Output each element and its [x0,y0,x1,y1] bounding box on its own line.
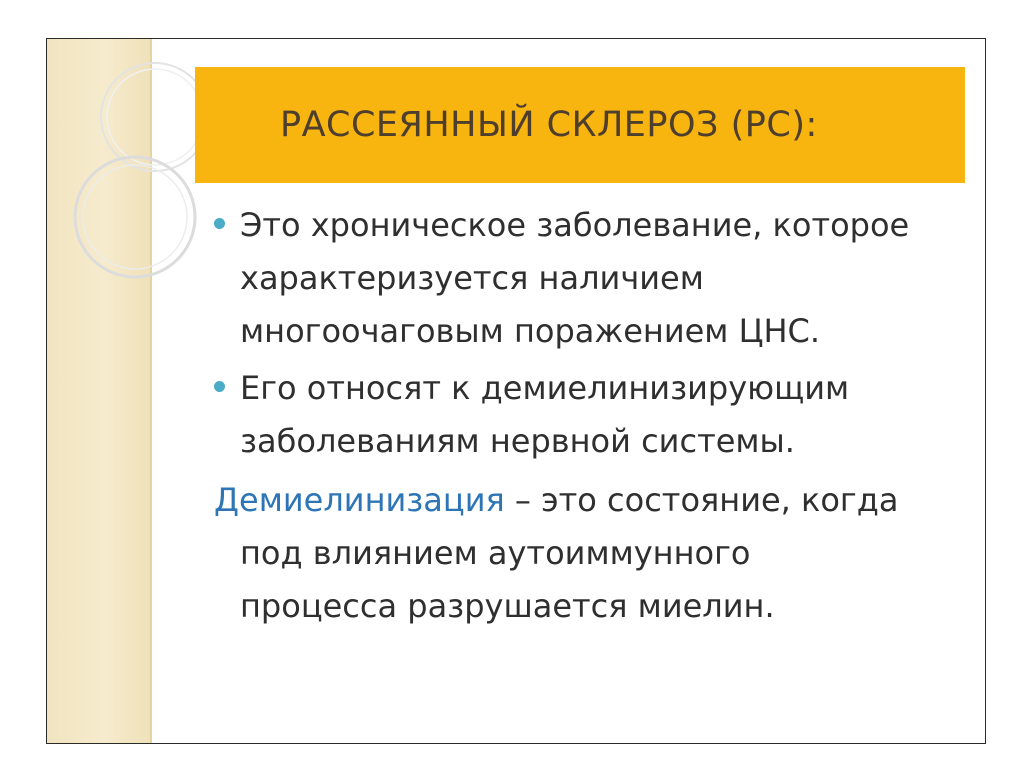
definition-term: Демиелинизация [214,481,505,519]
definition-line-1 [214,474,954,527]
ring-small [75,157,195,277]
definition-paragraph [214,474,954,633]
slide-title: РАССЕЯННЫЙ СКЛЕРОЗ (РС): [280,105,818,145]
bullet-item-2 [214,362,954,468]
definition-line-1-rest: – это состояние, когда [504,481,899,519]
definition-line-3: процесса разрушается миелин. [240,587,775,625]
slide-content [214,199,954,633]
bullet-item-1 [214,199,954,358]
definition-line-2: под влиянием аутоиммунного [240,534,751,572]
ring-small-inner [83,165,187,269]
bullet-1-line-1: Это хроническое заболевание, которое [240,206,910,244]
ring-large-inner [107,69,203,165]
bullet-dot-icon [214,381,225,392]
bullet-1-line-3: многоочаговым поражением ЦНС. [240,312,821,350]
title-bar [195,67,965,183]
bullet-1-line-2: характеризуется наличием [240,259,704,297]
bullet-2-line-1: Его относят к демиелинизирующим [240,369,850,407]
slide [46,38,986,744]
bullet-dot-icon [214,218,225,229]
ring-large [101,63,209,171]
bullet-2-line-2: заболеваниям нервной системы. [240,422,795,460]
